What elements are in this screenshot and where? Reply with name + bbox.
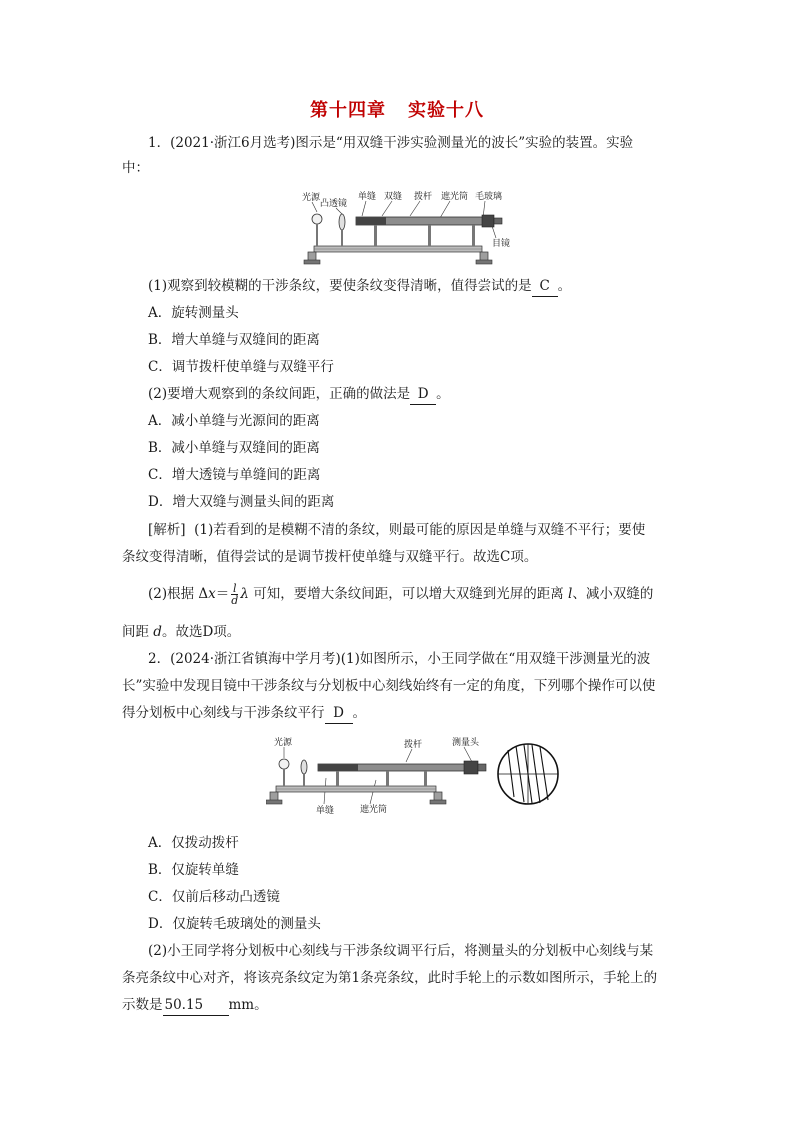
- q1-analysis-line2: 条纹变得清晰，值得尝试的是调节拨杆使单缝与双缝平行。故选C项。: [122, 549, 538, 565]
- analysis-text-3b: 可知，要增大条纹间距，可以增大双缝到光屏的距离: [253, 586, 564, 602]
- q2-stem-end: 。: [352, 705, 366, 721]
- q1-sub2-answer: D: [410, 384, 436, 405]
- q2-answer: D: [325, 703, 353, 724]
- q1-label-lens: 凸透镜: [320, 199, 348, 209]
- q2-label-light-source: 光源: [274, 738, 293, 748]
- q1-sub2-text: (2)要增大观察到的条纹间距，正确的做法是: [148, 386, 411, 402]
- q2-stem-line1: 2．(2024·浙江省镇海中学月考)(1)如图所示，小王同学做在“用双缝干涉测量光的波: [148, 651, 651, 667]
- formula-eq: ＝: [215, 586, 230, 602]
- q1-label-light-source: 光源: [302, 193, 321, 203]
- q1-sub1-end: 。: [557, 278, 572, 294]
- q2-option-b: B．仅旋转单缝: [148, 862, 239, 878]
- q2-sub2-line2: 条亮条纹中心对齐，将该亮条纹定为第1条亮条纹，此时手轮上的示数如图所示，手轮上的: [122, 970, 658, 986]
- q2-option-a: A．仅拨动拨杆: [148, 835, 239, 851]
- q1-sub2-option-b: B．减小单缝与双缝间的距离: [148, 440, 320, 456]
- reticle-view: [498, 744, 558, 804]
- q2-label-measuring-head: 测量头: [452, 738, 480, 748]
- q1-analysis-line1: [148, 520, 645, 540]
- analysis-text-3a: (2)根据: [148, 586, 195, 602]
- q1-sub1-option-a: A．旋转测量头: [148, 305, 239, 321]
- q1-stem-line1: 1．(2021·浙江6月选考)图示是“用双缝干涉实验测量光的波长”实验的装置。实验: [148, 135, 634, 151]
- formula-lambda: λ: [240, 586, 249, 602]
- q1-sub1-text: (1)观察到较模糊的干涉条纹，要使条纹变得清晰，值得尝试的是: [148, 278, 532, 294]
- q1-sub2-end: 。: [436, 386, 450, 402]
- q2-option-d: D．仅旋转毛玻璃处的测量头: [148, 916, 321, 932]
- page-title: [0, 96, 794, 122]
- q1-label-single-slit: 单缝: [358, 192, 377, 202]
- formula-delta: Δ: [198, 586, 209, 602]
- q1-label-eyepiece: 目镜: [492, 239, 510, 249]
- q2-label-shade-tube: 遮光筒: [360, 805, 388, 815]
- q1-analysis-line3: [148, 580, 653, 608]
- q2-unit: mm。: [228, 997, 268, 1013]
- q1-sub1-answer: C: [532, 276, 558, 297]
- q1-apparatus-figure: [300, 188, 510, 268]
- q1-label-frosted-glass: 毛玻璃: [475, 192, 503, 202]
- q2-label-single-slit: 单缝: [316, 806, 335, 816]
- formula-x: x: [208, 586, 216, 602]
- fraction-denominator: d: [231, 594, 239, 607]
- q2-label-lever: 拨杆: [404, 740, 423, 750]
- q2-apparatus-figure: [266, 734, 566, 816]
- q1-sub1-prompt: [148, 276, 571, 297]
- q1-sub2-prompt: [148, 384, 450, 405]
- q1-sub1-option-c: C．调节拨杆使单缝与双缝平行: [148, 359, 334, 375]
- q1-label-double-slit: 双缝: [384, 192, 403, 202]
- analysis-tag: [解析]: [148, 522, 186, 538]
- var-l: l: [568, 586, 573, 602]
- q1-analysis-line4: [122, 622, 240, 642]
- experiment-title: 实验十八: [408, 100, 484, 121]
- q1-sub2-option-d: D．增大双缝与测量头间的距离: [148, 494, 335, 510]
- fraction-numerator: l: [233, 582, 237, 595]
- q2-reading-answer: 50.15: [163, 995, 229, 1016]
- q2-sub2-line3: [122, 995, 268, 1016]
- q2-option-c: C．仅前后移动凸透镜: [148, 889, 280, 905]
- q1-label-lever: 拨杆: [414, 192, 433, 202]
- var-d: d: [153, 624, 162, 640]
- q1-label-shade-tube: 遮光筒: [441, 192, 469, 202]
- q2-stem-line3: [122, 703, 366, 724]
- q1-sub1-option-b: B．增大单缝与双缝间的距离: [148, 332, 320, 348]
- q1-stem-line2: 中：: [122, 160, 149, 176]
- analysis-text-4b: 。故选D项。: [161, 624, 241, 640]
- q2-stem-text: 得分划板中心刻线与干涉条纹平行: [122, 705, 325, 721]
- chapter-title: 第十四章: [310, 100, 386, 121]
- analysis-text-3c: 、减小双缝的: [572, 586, 654, 602]
- q1-sub2-option-c: C．增大透镜与单缝间的距离: [148, 467, 321, 483]
- q2-sub2-line1: (2)小王同学将分划板中心刻线与干涉条纹调平行后，将测量头的分划板中心刻线与某: [148, 943, 654, 959]
- formula-fraction: [231, 583, 238, 606]
- analysis-text-4a: 间距: [122, 624, 149, 640]
- q1-sub2-option-a: A．减小单缝与光源间的距离: [148, 413, 320, 429]
- q2-stem-line2: 长”实验中发现目镜中干涉条纹与分划板中心刻线始终有一定的角度，下列哪个操作可以使: [122, 678, 656, 694]
- q2-sub2-text: 示数是: [122, 997, 163, 1013]
- analysis-text-1: (1)若看到的是模糊不清的条纹，则最可能的原因是单缝与双缝不平行；要使: [194, 522, 646, 538]
